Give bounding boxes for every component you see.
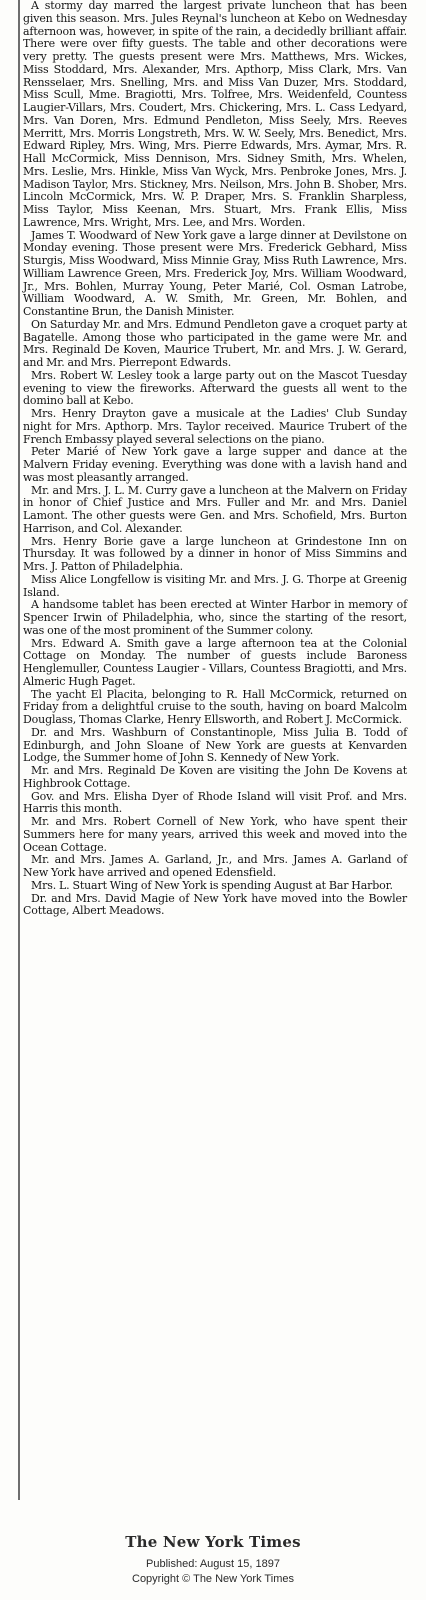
paragraph: On Saturday Mr. and Mrs. Edmund Pendleton gave a croquet party at Bagatelle. Among those who participated in the game were Mr. and Mrs. Reginald De Koven, Maurice Trubert, Mr. and Mrs. J. W. Gerard, and Mr. and Mrs. Pierrepont Edwards.	[23, 317, 407, 369]
paragraph: Miss Alice Longfellow is visiting Mr. and Mrs. J. G. Thorpe at Greenig Island.	[23, 572, 407, 599]
paragraph: Dr. and Mrs. David Magie of New York have moved into the Bowler Cottage, Albert Meadows.	[23, 891, 407, 918]
paragraph: Mr. and Mrs. Robert Cornell of New York, who have spent their Summers here for many years, arrived this week and moved into the Ocean Cottage.	[23, 815, 407, 854]
paragraph: Mrs. Henry Drayton gave a musicale at the Ladies' Club Sunday night for Mrs. Apthorp. Mrs. Taylor received. Maurice Trubert of the French Embassy played several selections on the piano.	[23, 407, 407, 446]
nyt-logo: The New York Times	[125, 1533, 301, 1551]
paragraph: The yacht El Placita, belonging to R. Hall McCormick, returned on Friday from a delightful cruise to the south, having on board Malcolm Douglass, Thomas Clarke, Henry Ellsworth, and Robert J. McCormick.	[23, 687, 407, 726]
paragraph: Peter Marié of New York gave a large supper and dance at the Malvern Friday evening. Everything was done with a lavish hand and was most pleasantly arranged.	[23, 445, 407, 484]
paragraph: James T. Woodward of New York gave a large dinner at Devilstone on Monday evening. Those present were Mrs. Frederick Gebhard, Miss Sturgis, Miss Woodward, Miss Minnie Gray, Miss Ruth Lawrence, Mrs. William Lawrence Green, Mrs. Frederick Joy, Mrs. William Woodward, Jr., Mrs. Bohlen, Murray Young, Peter Marié, Col. Osman Latrobe, William Woodward, A. W. Smith, Mr. Green, Mr. Bohlen, and Constantine Brun, the Danish Minister.	[23, 228, 407, 318]
paragraph: A handsome tablet has been erected at Winter Harbor in memory of Spencer Irwin of Philadelphia, who, since the starting of the resort, was one of the most prominent of the Summer colony.	[23, 598, 407, 637]
paragraph: A stormy day marred the largest private luncheon that has been given this season. Mrs. Jules Reynal's luncheon at Kebo on Wednesday afternoon was, however, in spite of the rain, a decidedly brilliant affair. There were over fifty guests. The table and other decorations were very pretty. The guests present were Mrs. Matthews, Mrs. Wickes, Miss Stoddard, Mrs. Alexander, Mrs. Apthorp, Miss Clark, Mrs. Van Rensselaer, Mrs. Snelling, Mrs. and Miss Van Duzer, Mrs. Stoddard, Miss Scull, Mme. Bragiotti, Mrs. Tolfree, Mrs. Weidenfeld, Countess Laugier-Villars, Mrs. Coudert, Mrs. Chickering, Mrs. L. Cass Ledyard, Mrs. Van Doren, Mrs. Edmund Pendleton, Miss Seely, Mrs. Reeves Merritt, Mrs. Morris Longstreth, Mrs. W. W. Seely, Mrs. Benedict, Mrs. Edward Ripley, Mrs. Wing, Mrs. Pierre Edwards, Mrs. Aymar, Mrs. R. Hall McCormick, Miss Dennison, Mrs. Sidney Smith, Mrs. Whelen, Mrs. Leslie, Mrs. Hinkle, Miss Van Wyck, Mrs. Penbroke Jones, Mrs. J. Madison Taylor, Mrs. Stickney, Mrs. Neilson, Mrs. John B. Shober, Mrs. Lincoln McCormick, Mrs. W. P. Draper, Mrs. S. Franklin Sharpless, Miss Taylor, Miss Keenan, Mrs. Stuart, Mrs. Frank Ellis, Miss Lawrence, Mrs. Wright, Mrs. Lee, and Mrs. Worden.	[23, 0, 407, 229]
paragraph: Mr. and Mrs. James A. Garland, Jr., and Mrs. James A. Garland of New York have arrived and opened Edensfield.	[23, 853, 407, 879]
paragraph: Mrs. Robert W. Lesley took a large party out on the Mascot Tuesday evening to view the fireworks. Afterward the guests all went to the domino ball at Kebo.	[23, 368, 407, 408]
article-column	[23, 0, 407, 918]
paragraph: Mrs. Henry Borie gave a large luncheon at Grindestone Inn on Thursday. It was followed by a dinner in honor of Miss Simmins and Mrs. J. Patton of Philadelphia.	[23, 534, 407, 573]
paragraph: Gov. and Mrs. Elisha Dyer of Rhode Island will visit Prof. and Mrs. Harris this month.	[23, 789, 407, 816]
paragraph: Dr. and Mrs. Washburn of Constantinople, Miss Julia B. Todd of Edinburgh, and John Sloane of New York are guests at Kenvarden Lodge, the Summer home of John S. Kennedy of New York.	[23, 725, 407, 765]
column-rule	[18, 0, 20, 1500]
paragraph: Mrs. Edward A. Smith gave a large afternoon tea at the Colonial Cottage on Monday. The number of guests include Baroness Henglemuller, Countess Laugier - Villars, Countess Bragiotti, and Mrs. Almeric Hugh Paget.	[23, 636, 407, 688]
footer	[0, 1533, 426, 1587]
paragraph: Mr. and Mrs. J. L. M. Curry gave a luncheon at the Malvern on Friday in honor of Chief Justice and Mrs. Fuller and Mr. and Mrs. Daniel Lamont. The other guests were Gen. and Mrs. Schofield, Mrs. Burton Harrison, and Col. Alexander.	[23, 483, 407, 535]
published-date: Published: August 15, 1897	[146, 1558, 280, 1570]
paragraph: Mr. and Mrs. Reginald De Koven are visiting the John De Kovens at Highbrook Cottage.	[23, 764, 407, 790]
paragraph: Mrs. L. Stuart Wing of New York is spending August at Bar Harbor.	[31, 878, 393, 892]
copyright-notice: Copyright © The New York Times	[132, 1573, 294, 1585]
